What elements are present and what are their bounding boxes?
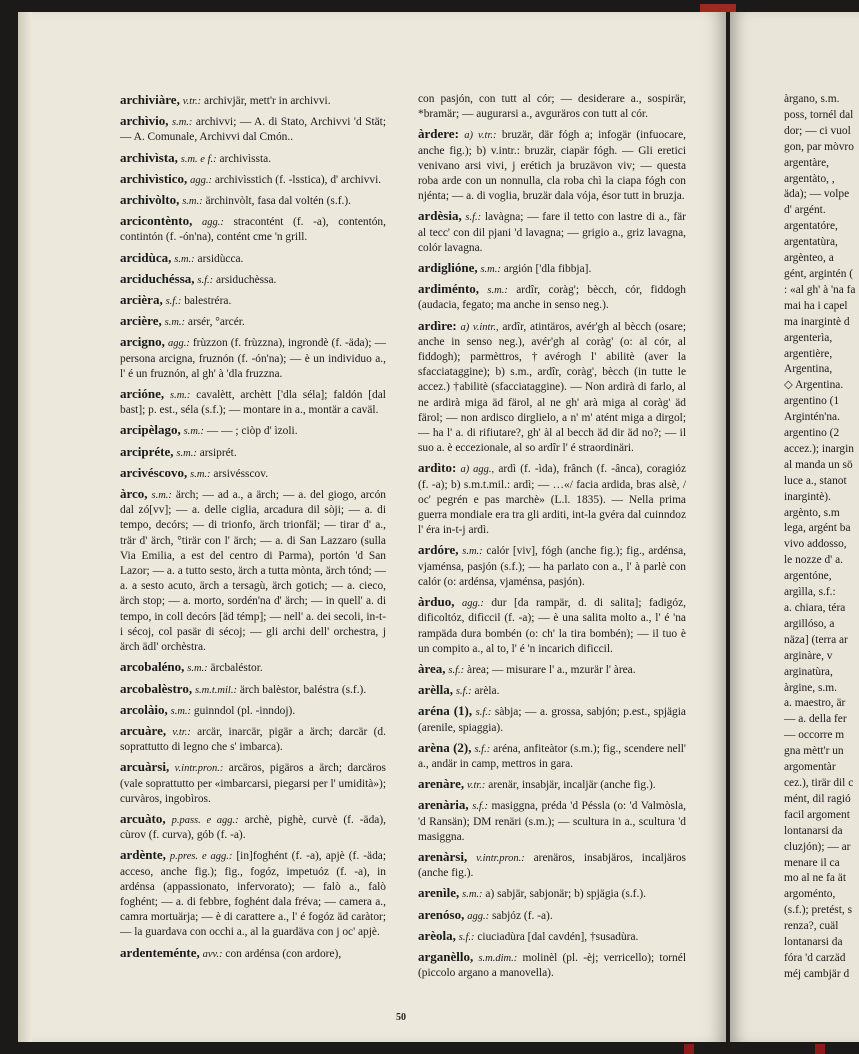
cut-off-line: argentatóre, [784,220,838,233]
cut-off-line: lontanarsi da [784,936,843,949]
entry-grammar: p.pass. e agg.: [171,814,239,826]
entry-grammar: s.f.: [165,296,182,308]
entry-definition: arsiduchèssa. [215,273,277,286]
entry-grammar: s.m.: [164,317,186,329]
entry-headword: arèola, [418,927,456,943]
entry-headword: arcigno, [120,334,165,350]
entry-headword: ardiménto, [418,281,480,297]
entry-headword: arenìle, [418,885,460,901]
dictionary-entry [418,928,686,945]
dictionary-entry [120,486,386,655]
entry-headword: arèlla, [418,682,454,698]
entry-grammar: s.f.: [458,931,475,943]
cut-off-line: argentóne, [784,570,832,583]
entry-definition: archivvi; — A. di Stato, Archivvi 'd Stät; — A. Comunale, Archivvi dal Cmón.. [120,116,386,144]
dictionary-entry [120,150,386,167]
entry-grammar: v.intr.pron.: [476,852,525,864]
entry-definition: calór [viv], fógh (anche fig.); fig., ardénsa, vjaménsa, pasjón (s.f.); — ha parlato con a., l' à parlè con calór (o: ardénsa, vjaménsa, pasjón). [418,545,686,588]
cut-off-line: mo al ne fa ät [784,872,846,885]
dictionary-entry [120,847,386,940]
entry-headword: arenàre, [418,776,465,792]
entry-grammar: v.tr.: [466,780,486,792]
entry-definition: guinndol (pl. -inndoj). [193,704,296,717]
entry-headword: ardìre: [418,317,457,333]
entry-definition: ardîr, coràg'; bècch, cór, fiddogh (audacia, fegato; ma anche in senso neg.). [418,284,686,312]
cut-off-line: arginatùra, [784,665,833,678]
entry-headword: arèna (2), [418,739,472,755]
entry-headword: àrco, [120,486,148,502]
entry-definition: ciuciadùra [dal cavdén], †susadùra. [477,930,639,943]
cut-off-line: äda); — volpe [784,188,850,201]
cut-off-line: Argentina, [784,363,833,376]
entry-definition: ärch balèstor, baléstra (s.f.). [239,683,367,696]
entry-definition: balestréra. [184,295,232,308]
entry-definition: àrea; — misurare l' a., mzurär l' àrea. [467,663,636,676]
cut-off-line: argentatùra, [784,236,838,249]
cut-off-line: argentino (1 [784,395,840,408]
cut-off-line: vivo addosso, [784,538,847,551]
entry-definition: archivìsstich (f. -lsstica), d' archivvi. [214,173,382,186]
cut-off-line: menare il ca [784,856,840,869]
entry-headword: archiviàre, [120,92,180,107]
dictionary-entry [120,250,386,267]
entry-grammar: a) v.tr.: [464,130,497,142]
cut-off-line: argenterìa, [784,331,833,344]
entry-grammar: s.m.dim.: [478,952,518,964]
cut-off-line: poss, tornél dal [784,108,854,121]
entry-definition: sàbja; — a. grossa, sabjón; p.est., spjägia (arenile, spiaggia). [418,706,686,734]
entry-headword: ardóre, [418,542,459,558]
dictionary-entry [120,422,386,439]
entry-headword: aréna (1), [418,703,473,719]
entry-grammar: s.m.: [182,196,203,208]
entry-definition: molinèl (pl. -èj; verricello); tornél (piccolo argano a manovella). [418,951,686,980]
dictionary-entry [418,776,686,793]
entry-grammar: s.m.: [170,390,191,402]
entry-definition: argión ['dla fibbja]. [503,263,592,276]
cut-off-line: àrgine, s.m. [784,681,837,694]
entry-grammar: agg.: [461,598,484,610]
cut-off-line: a. chiara, téra [784,602,846,614]
cut-off-line: facil argoment [784,808,850,821]
dictionary-entry [120,171,386,188]
dictionary-entry [418,208,686,256]
cut-off-line: luce a., stanot [784,474,847,487]
dictionary-entry [120,313,386,330]
cut-off-line: al manda un sö [784,458,853,471]
entry-headword: àrdere: [418,126,459,142]
cut-off-line: mai ha i capel [784,299,848,312]
right-column [418,92,686,985]
entry-headword: arcobalèstro, [120,680,193,696]
dictionary-entry [418,849,686,881]
entry-grammar: a) agg., [460,464,495,476]
cut-off-line: argènto, s.m [784,506,840,519]
entry-grammar: s.f.: [455,686,472,698]
entry-grammar: s.f.: [474,743,491,755]
entry-definition: stracontént (f. -a), contentón, contintón (f. -ón'na), contént cme 'n grill. [120,216,386,244]
entry-definition: ärch; — ad a., a ärch; — a. del giogo, arcón dal zó[vv]; — a. delle ciglia, arcadura dil sòji; — a. di tempo, decórs; — di trionfo, ärch trionfäl; — tirar d' a., trär d' ärch, °tirär con l' ärch; — a. di San Lazzaro (sulla Via Emilia, a est del centro di Parma), portón 'd San Lazor; — a. a tutto sesto, ärch a tutta mònta, ärch tónd; — a. a sesto acuto, ärch a tersagù, ärch gotich; — a. cieco, ärch stop; — a. morto, sordén'na d' ärch; — in quell' a. di tempo, in coll decórs [äd témp]; — nell' a. dei secoli, in-t-i sécoj, col pasär di sécoj; — gli archi dell' orchestra, j ärch ädl' orchèstra. [120,489,386,654]
entry-grammar: s.m.: [176,447,197,459]
cut-off-line: cez.), tirär dil c [784,776,854,789]
entry-definition: archivjär, mett'r in archivvi. [204,95,331,107]
entry-grammar: s.m.: [170,705,192,717]
dictionary-entry [418,740,686,772]
entry-definition: arenär, insabjär, incaljär (anche fig.). [488,779,656,792]
dictionary-entry [418,92,686,122]
entry-definition: bruzär, där fógh a; infogär (infuocare, anche fig.); b) v.intr.: bruzär, ciapär fógh. — Gli eretici venivano arsi vivi, j erétich ja bruzävon viv; — questa roba arde con un nonnulla, cla roba chì la ciapa fógh con njénta; — a. di voglia, bruzär dala vója, ésor tutt in bruzja. [418,129,686,203]
entry-headword: arciduchéssa, [120,270,195,286]
entry-headword: arcuàto, [120,810,166,826]
entry-headword: arcidùca, [120,249,172,265]
entry-grammar: s.m.: [187,663,208,675]
entry-grammar: avv.: [202,948,223,960]
dictionary-entry [120,271,386,288]
dictionary-entry [418,281,686,313]
entry-grammar: s.m.t.mil.: [194,684,237,696]
entry-definition: a) sabjär, sabjonär; b) spjägia (s.f.). [485,888,646,901]
entry-grammar: s.m.: [151,490,172,502]
cut-off-line: lontanarsi da [784,824,843,837]
cut-off-line: (s.f.); pretést, s [784,904,853,917]
dictionary-entry [418,318,686,457]
entry-definition: archivìssta. [219,152,272,165]
entry-definition: ardîr, atintäros, avér'gh al bècch (osare; anche in senso neg.), avér'gh al coràg' (o: al cór, al fiddogh); parmèttros, †avérogh l' abilitè (aver la sfacciataggine); b) s.m., ardîr, coràg', bècch (in tutte le accez.) †abilitè (sfacciataggine). — Non ardirà di farlo, al ne ardirà miga äd färol, al ne gh' arà miga al coràg' äd färol; — non ardisco dirglielo, a n' m' atént miga a dirgol; — ha l' a. di rifiutare?, gh' àl al becch äd dir äd no?; — il suo a. è eccezionale, al so ardîr l' é straordinäri. [418,320,686,455]
page-edge [18,12,32,1042]
cut-off-line: argìlla, s.f.: [784,586,836,599]
ribbon-bookmark [815,1044,825,1054]
dictionary-entry [120,811,386,843]
dictionary-entry [418,703,686,735]
cut-off-line: — occorre m [784,729,845,742]
cut-off-line: gon, par mòvro [784,140,854,153]
entry-grammar: agg.: [190,174,213,186]
entry-grammar: s.m.: [462,546,483,558]
entry-headword: archivìstico, [120,170,188,186]
dictionary-entry [120,92,386,109]
cut-off-line: : «al gh' à 'na fa [784,283,856,296]
entry-headword: arcuàre, [120,722,167,738]
entry-headword: ardenteménte, [120,944,200,960]
dictionary-entry [418,260,686,277]
cut-off-line: — a. della fer [784,713,847,726]
far-right-column [784,92,859,983]
cut-off-line: inargintè). [784,490,831,503]
cut-off-line: argentàre, [784,156,830,169]
dictionary-entry [418,126,686,204]
entry-headword: arcivéscovo, [120,464,188,480]
cut-off-line: mént, dil ragió [784,792,851,805]
entry-headword: arenària, [418,797,469,813]
dictionary-entry [120,213,386,245]
cut-off-line: argentino (2 [784,427,840,440]
ribbon-bookmark [684,1044,694,1054]
entry-grammar: s.m.: [480,264,501,276]
dictionary-entry [418,460,686,538]
dictionary-entry [120,465,386,482]
cut-off-line: argentière, [784,347,833,360]
cut-off-line: accez.); inargin [784,442,854,455]
entry-headword: ardèsia, [418,208,462,224]
entry-definition: arenäros, insabjäros, incaljäros (anche fig.). [418,851,686,880]
entry-definition: — — ; ciòp d' ìzoli. [206,425,298,438]
entry-definition: cavalètt, archètt ['dla séla]; faldón [dal bast]; p. est., séla (s.f.); — montare in a., montär a caväl. [120,389,386,417]
entry-headword: ardènte, [120,847,166,863]
cut-off-line: argillóso, a [784,617,835,630]
cut-off-line: fóra 'd carzäd [784,951,846,964]
cut-off-line: näza] (terra ar [784,633,848,646]
entry-definition: aréna, anfiteàtor (s.m.); fig., scendere nell' a., andär in camp, mettros in gara. [418,742,686,770]
dictionary-entry [120,681,386,698]
entry-grammar: s.m. e f.: [180,153,217,165]
dictionary-entry [120,723,386,755]
entry-headword: arcolàio, [120,701,168,717]
entry-grammar: s.f.: [472,801,488,813]
entry-grammar: s.m.: [190,468,211,480]
entry-definition: con pasjón, con tutt al cór; — desiderare a., sospirär, *bramär; — augurarsi a., avguräros con tutt al cór. [418,93,686,121]
cut-off-line: a. maestro, är [784,697,846,710]
cut-off-line: ma inargintè d [784,315,850,328]
dictionary-entry [120,192,386,209]
entry-definition: dur [da rampär, d. di salita]; fadigóz, dificoltóz, difìccil (f. -a); — è una salita molto a., l' é 'na rampäda dura bombén (o: ch' la tira bombén); — il tuo è un compito a., al to, l' é 'n incarich dificcil. [418,597,686,655]
entry-grammar: s.m.: [462,889,483,901]
entry-grammar: agg.: [201,217,224,229]
cut-off-line: gént, argintén ( [784,267,854,280]
entry-headword: arcière, [120,313,162,329]
entry-headword: arganèllo, [418,948,474,964]
entry-grammar: s.m.: [171,117,193,129]
entry-grammar: s.m.: [183,426,205,438]
dictionary-entry [120,945,386,962]
dictionary-entry [120,334,386,382]
dictionary-entry [120,292,386,309]
dictionary-entry [120,702,386,719]
entry-definition: con ardénsa (con ardore), [225,947,342,960]
dictionary-entry [120,113,386,145]
dictionary-entry [120,659,386,676]
ribbon-bookmark-top [700,4,736,12]
entry-definition: arsér, °arcér. [187,316,245,329]
entry-grammar: s.f.: [475,707,492,719]
entry-grammar: s.m.: [487,285,508,297]
entry-definition: [in]foghént (f. -a), apjè (f. -äda; acceso, anche fig.); fig., fogóz, impetuóz (f. -a), in ardénsa (appassionato, infervorato); — falò a., falò foghént; — a. di febbre, foghént dala fréva; — camera a., camra mortuärja; — è di carattere a., l' é fogóz äd caràtor; — la guardava con occhi a., al la guardäva con j oc' apjè. [120,850,386,939]
entry-definition: arsidùcca. [197,252,244,265]
cut-off-line: argènteo, a [784,252,834,265]
entry-definition: masiggna, préda 'd Péssla (o: 'd Valmòsla, 'd Ransän); DM renäri (s.m.); — scultura in a., scultura 'd masiggna. [418,800,686,843]
entry-definition: lavàgna; — fare il tetto con lastre di a., fär al tecc' con dil pjani 'd lavagna; — grigio a., griz lavagna, colór lavagna. [418,211,686,254]
entry-headword: arenóso, [418,906,465,922]
cut-off-line: ◇ Argentina. [784,379,844,392]
entry-headword: arcièra, [120,292,163,308]
entry-definition: ärchinvòlt, fasa dal voltén (s.f.). [205,195,351,208]
entry-grammar: s.f.: [448,664,465,676]
cut-off-line: argoménto, [784,888,836,901]
dictionary-entry [418,949,686,981]
cut-off-line: d' argént. [784,204,826,217]
cut-off-line: renza?, cuäl [784,920,839,933]
cut-off-line: arginàre, v [784,649,833,662]
left-column [120,92,386,966]
entry-definition: arèla. [474,685,500,698]
entry-grammar: p.pres. e agg.: [169,851,233,863]
dictionary-entry [418,542,686,590]
dictionary-entry [120,444,386,461]
dictionary-entry [418,661,686,678]
cut-off-line: gna mètt'r un [784,745,844,758]
cut-off-line: cluzjón); — ar [784,840,851,853]
cut-off-line: le nozze d' a. [784,554,843,567]
entry-definition: frùzzon (f. frùzzna), ingrondè (f. -äda); — persona arcigna, fruznón (f. -ón'na); — è un individuo a., l' é un fruznón, al gh' à 'dla fruzzna. [120,337,386,380]
entry-definition: arsivésscov. [213,467,269,480]
dictionary-entry [418,885,686,902]
entry-headword: arcipèlago, [120,422,181,438]
entry-headword: archìvio, [120,113,169,129]
entry-headword: arcipréte, [120,443,174,459]
entry-grammar: a) v.intr., [460,321,499,333]
entry-grammar: v.tr.: [182,96,202,107]
page-number: 50 [396,1012,406,1023]
cut-off-line: argentàto, , [784,172,835,185]
entry-grammar: s.f.: [197,274,214,286]
entry-grammar: s.m.: [174,253,195,265]
entry-definition: arcär, inarcär, pigär a ärch; darcär (d. soprattutto di legno che s' imbarca). [120,725,386,754]
entry-definition: archè, pighè, curvè (f. -äda), cùrov (f. curva), gób (f. -a). [120,813,386,842]
cut-off-line: Argintén'na. [784,411,840,424]
entry-grammar: agg.: [167,338,190,350]
entry-headword: àrea, [418,660,446,676]
dictionary-entry [418,907,686,924]
entry-headword: arcuàrsi, [120,759,170,775]
entry-headword: ardìto: [418,460,457,476]
entry-headword: archivìsta, [120,149,178,165]
cut-off-line: argomentàr [784,761,836,774]
entry-headword: arenàrsi, [418,848,468,864]
entry-definition: sabjóz (f. -a). [491,909,553,922]
entry-headword: arcobaléno, [120,659,185,675]
entry-grammar: s.f.: [465,212,482,224]
dictionary-entry [418,797,686,845]
entry-grammar: v.tr.: [172,726,191,738]
entry-definition: ardì (f. -ìda), frânch (f. -ânca), coragióz (f. -a); b) s.m.t.mil.: ardì; — …«/ facia ardida, bras alsè, / oc' pegrén e pas marchè» (L.l. 1835). — Nella prima guerra mondiale era tra gli arditi, int-la gvéra dal cuinndoz l' éra in-t-j ardì. [418,463,686,537]
entry-definition: arsiprét. [199,446,237,459]
entry-grammar: agg.: [467,910,490,922]
cut-off-line: dor; — ci vuol [784,124,851,137]
entry-headword: archivòlto, [120,192,180,208]
dictionary-entry [418,682,686,699]
entry-headword: àrduo, [418,594,455,610]
entry-grammar: v.intr.pron.: [174,763,224,775]
dictionary-entry [418,594,686,657]
cut-off-line: méj cambjär d [784,967,850,980]
entry-headword: arcicontènto, [120,213,193,229]
dictionary-entry [120,386,386,418]
entry-headword: ardiglióne, [418,260,478,276]
dictionary-entry [120,759,386,807]
cut-off-line: àrgano, s.m. [784,93,840,105]
entry-definition: arcäros, pigäros a ärch; darcäros (vale soprattutto per «imbarcarsi, piegarsi per l' umidità»); curvàros, ingobìros. [120,762,386,805]
entry-definition: ärcbaléstor. [210,662,263,675]
cut-off-line: lega, argént ba [784,522,851,535]
entry-headword: arcióne, [120,386,165,402]
